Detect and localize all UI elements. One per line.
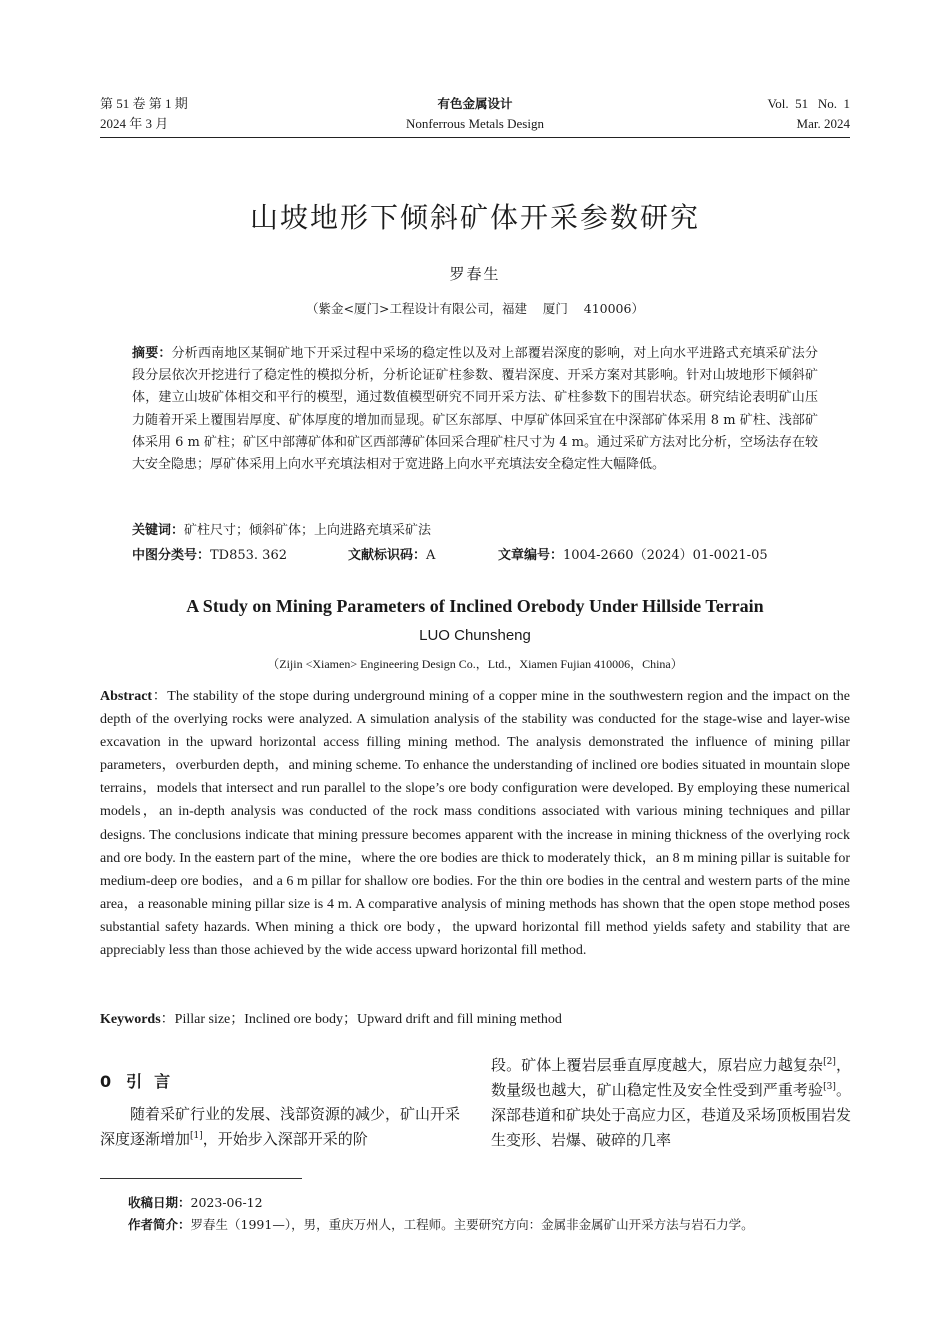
author-info-label: 作者简介： — [128, 1217, 191, 1232]
abstract-en — [100, 685, 850, 962]
abstract-cn-text: 分析西南地区某铜矿地下开采过程中采场的稳定性以及对上部覆岩深度的影响，对上向水平进路式充填采矿法分段分层依次开挖进行了稳定性的模拟分析，分析论证矿柱参数、覆岩深度、开采方案对其影响。针对山坡地形下倾斜矿体，建立山坡矿体相交和平行的模型，通过数值模型研究不同开采方法、矿柱参数下的围岩状态。研究结论表明矿山压力随着开采上覆围岩厚度、矿体厚度的增加而显现。矿区东部厚、中厚矿体回采宜在中深部矿体采用 8 m 矿柱、浅部矿体采用 6 m 矿柱；矿区中部薄矿体和矿区西部薄矿体回采合理矿柱尺寸为 4 m。通过采矿方法对比分析，空场法存在较大安全隐患；厚矿体采用上向水平充填法相对于宽进路上向水平充填法安全稳定性大幅降低。 — [132, 346, 818, 473]
intro-text-1: 随着采矿行业的发展、浅部资源的减少，矿山开采深度逐渐增加 — [100, 1105, 461, 1148]
keywords-cn-text: 矿柱尺寸；倾斜矿体；上向进路充填采矿法 — [184, 523, 432, 538]
article-title-en: A Study on Mining Parameters of Inclined Orebody Under Hillside Terrain — [186, 596, 764, 616]
abstract-cn — [132, 343, 818, 476]
abstract-en-text: ：The stability of the stope during underground mining of a copper mine in the southwestern region and the impact on the depth of the overlying rocks were analyzed. A simulation analysis of the stability was conducted for the stage-wise and layer-wise excavation in the upward horizontal access filling mining method. The analysis demonstrated the influence of mining pillar parameters，overburden depth，and mining scheme. To enhance the understanding of inclined ore bodies situated in mountain slope terrains，models that intersect and run parallel to the slope’s ore body configuration were developed. By employing these numerical models，an in-depth analysis was conducted of the rock mass conditions associated with various mining techniques and pillar designs. The conclusions indicate that mining pressure becomes apparent with the increase in mining thickness of the overlying rock and ore body. In the eastern part of the mine，where the ore bodies are thick to moderately thick，an 8 m mining pillar is suitable for medium-deep ore bodies，and a 6 m pillar for shallow ore bodies. For the thin ore bodies in the central and western parts of the mine area，a reasonable mining pillar size is 4 m. A comparative analysis of mining methods has shown that the open stope method poses substantial safety hazards. When mining a thick ore body，the upward horizontal fill method yields safety and stability that are appreciably less than those achieved by the wide access upward horizontal fill method. — [100, 689, 850, 959]
volume-issue: 第 51 卷 第 1 期 — [100, 96, 188, 111]
intro-text-2: ，开始步入深部开采的阶 — [202, 1130, 368, 1148]
right-text-1: 段。矿体上覆岩层垂直厚度越大，原岩应力越复杂 — [491, 1056, 824, 1074]
date-cn: 2024 年 3 月 — [100, 116, 169, 131]
journal-name-en: Nonferrous Metals Design — [406, 116, 544, 131]
footnote-rule — [100, 1178, 302, 1179]
right-text-2: ，数量级也越大，矿山稳定性及安全性受到严重考验 — [491, 1056, 851, 1099]
keywords-en — [100, 1008, 850, 1031]
author-cn: 罗春生 — [449, 265, 501, 283]
intro-paragraph — [100, 1102, 460, 1152]
footnote-author-info — [128, 1215, 848, 1235]
header-right — [768, 94, 850, 134]
date-en: Mar. 2024 — [796, 116, 850, 131]
affiliation-cn: （紫金<厦门>工程设计有限公司，福建 厦门 410006） — [306, 301, 644, 316]
volume-en: Vol. 51 No. 1 — [767, 96, 850, 111]
header-rule — [100, 137, 850, 138]
keywords-en-label: Keywords — [100, 1012, 161, 1027]
affiliation-en: （Zijin <Xiamen> Engineering Design Co.，Ltd.，Xiamen Fujian 410006，China） — [267, 657, 683, 671]
received-label: 收稿日期： — [128, 1195, 191, 1210]
right-text-3: 。深部巷道和矿块处于高应力区，巷道及采场顶板围岩发生变形、岩爆、破碎的几率 — [491, 1081, 852, 1149]
running-header — [100, 94, 850, 134]
citation-3[interactable]: [3] — [823, 1082, 836, 1092]
article-no-value: 1004-2660（2024）01-0021-05 — [563, 548, 768, 563]
received-value: 2023-06-12 — [190, 1195, 263, 1210]
citation-1[interactable]: [1] — [190, 1131, 203, 1141]
body-column-left — [100, 1068, 460, 1152]
article-title-cn: 山坡地形下倾斜矿体开采参数研究 — [249, 201, 700, 234]
body-column-right — [491, 1053, 851, 1153]
article-no-label: 文章编号： — [498, 548, 564, 563]
keywords-en-text: ：Pillar size；Inclined ore body；Upward drift and fill mining method — [160, 1012, 562, 1027]
section-title: 引言 — [126, 1072, 183, 1091]
section-heading — [100, 1068, 460, 1096]
clc-value: TD853. 362 — [210, 548, 287, 563]
classification-line — [132, 545, 818, 567]
clc-label: 中图分类号： — [132, 548, 211, 563]
section-number: 0 — [100, 1072, 113, 1091]
abstract-label: 摘要： — [132, 346, 172, 361]
doc-code-label: 文献标识码： — [348, 548, 427, 563]
abstract-en-label: Abstract — [100, 689, 153, 704]
footnote-received — [128, 1193, 848, 1213]
doc-code-value: A — [426, 548, 436, 563]
author-en: LUO Chunsheng — [419, 627, 531, 644]
header-center — [100, 94, 850, 134]
journal-name-cn: 有色金属设计 — [437, 96, 513, 111]
keywords-cn — [132, 520, 818, 542]
author-info-value: 罗春生（1991—），男，重庆万州人，工程师。主要研究方向：金属非金属矿山开采方法与岩石力学。 — [190, 1217, 754, 1232]
keywords-label: 关键词： — [132, 523, 185, 538]
citation-2[interactable]: [2] — [823, 1057, 836, 1067]
